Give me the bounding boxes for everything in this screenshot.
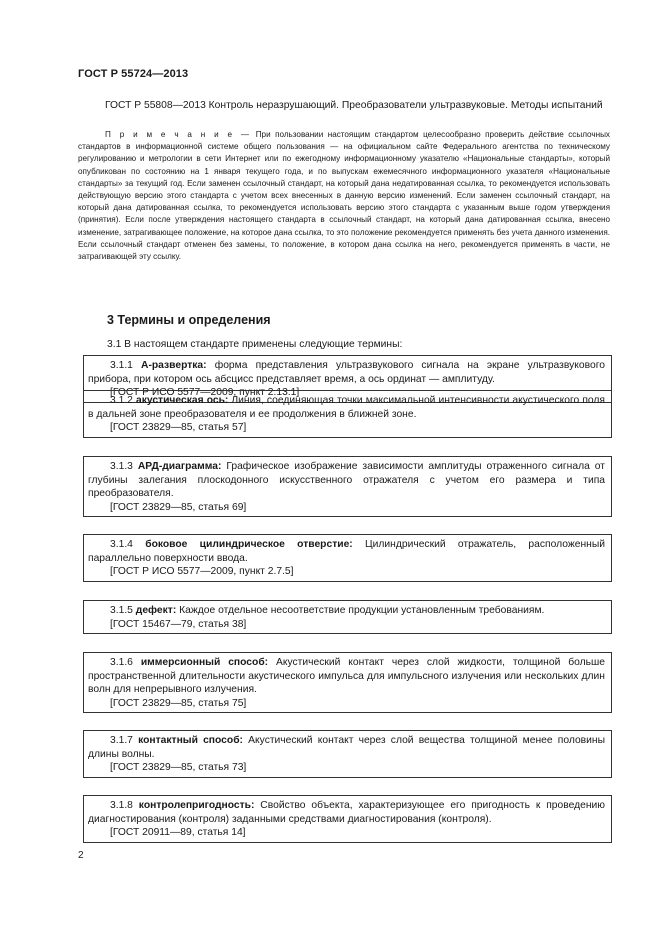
term-text xyxy=(88,604,605,618)
term-text xyxy=(88,394,605,421)
term-box xyxy=(83,456,612,517)
term-box xyxy=(83,390,612,438)
term-source: [ГОСТ 15467—79, статья 38] xyxy=(110,618,247,630)
term-definition: Акустический контакт через слой вещества толщиной менее половины длины волны. xyxy=(88,735,605,760)
term-number: 3.1.8 xyxy=(110,800,133,811)
term-number: 3.1.1 xyxy=(110,360,133,371)
term-name: контролепригодность: xyxy=(138,800,255,811)
term-source: [ГОСТ 23829—85, статья 69] xyxy=(110,501,247,513)
term-name: дефект: xyxy=(135,605,177,616)
term-name: иммерсионный способ: xyxy=(140,657,269,668)
term-number: 3.1.2 xyxy=(110,395,133,406)
term-source: [ГОСТ 23829—85, статья 75] xyxy=(110,697,247,709)
term-text xyxy=(88,656,605,697)
term-definition: Линия, соединяющая точки максимальной интенсивности акустического поля в дальней зоне преобразователя и ее продолжения в ближней зоне. xyxy=(88,395,605,420)
term-number: 3.1.7 xyxy=(110,735,133,746)
term-name: контактный способ: xyxy=(138,735,243,746)
term-definition: Каждое отдельное несоответствие продукции установленным требованиям. xyxy=(179,605,545,616)
term-text xyxy=(88,734,605,761)
term-text xyxy=(88,359,605,386)
page-number: 2 xyxy=(78,850,84,861)
term-box xyxy=(83,730,612,778)
term-source: [ГОСТ Р ИСО 5577—2009, пункт 2.7.5] xyxy=(110,566,294,577)
term-definition: Графическое изображение зависимости амплитуды отраженного сигнала от глубины залегания плоскодонного искусственного отражателя с учетом его размера и типа преобразователя. xyxy=(88,461,605,499)
note-label: П р и м е ч а н и е — xyxy=(105,130,252,139)
term-box xyxy=(83,652,612,713)
term-source: [ГОСТ 23829—85, статья 73] xyxy=(110,762,247,773)
term-name: А-развертка: xyxy=(141,360,207,371)
term-name: АРД-диаграмма: xyxy=(137,461,222,472)
term-definition: форма представления ультразвукового сигнала на экране ультразвукового прибора, при котором ось абсцисс представляет время, а ось ординат — амплитуду. xyxy=(88,360,605,385)
term-text xyxy=(88,799,605,826)
term-number: 3.1.3 xyxy=(110,461,133,472)
term-source: [ГОСТ Р ИСО 5577—2009, пункт 2.13.1] xyxy=(110,387,300,398)
term-box xyxy=(83,600,612,634)
term-definition: Свойство объекта, характеризующее его пригодность к проведению диагностирования (контроля) заданными средствами диагностирования (контроля). xyxy=(88,800,605,825)
term-text xyxy=(88,538,605,565)
note-paragraph xyxy=(78,129,610,263)
term-source: [ГОСТ 23829—85, статья 57] xyxy=(110,422,247,433)
term-text xyxy=(88,460,605,501)
term-name: боковое цилиндрическое отверстие: xyxy=(145,539,353,550)
term-box xyxy=(83,534,612,582)
term-name: акустическая ось: xyxy=(135,395,229,406)
section-intro: 3.1 В настоящем стандарте применены следующие термины: xyxy=(107,339,403,350)
term-number: 3.1.5 xyxy=(110,605,133,616)
term-number: 3.1.4 xyxy=(110,539,133,550)
term-number: 3.1.6 xyxy=(110,657,133,668)
term-definition: Цилиндрический отражатель, расположенный параллельно поверхности ввода. xyxy=(88,539,605,564)
term-source: [ГОСТ 20911—89, статья 14] xyxy=(110,827,246,838)
document-header: ГОСТ Р 55724—2013 xyxy=(78,68,189,80)
normative-reference: ГОСТ Р 55808—2013 Контроль неразрушающий. Преобразователи ультразвуковые. Методы испытаний xyxy=(105,100,603,111)
term-definition: Акустический контакт через слой жидкости, толщиной больше пространственной длительности акустического импульса для импульсного излучения или нескольких длин волн для непрерывного излучения. xyxy=(88,657,605,695)
note-text: При пользовании настоящим стандартом целесообразно проверить действие ссылочных стандартов в информационной системе общего пользования — на официальном сайте Федерального агентства по техническому регулированию и метрологии в сети Интернет или по ежегодному информационному указателю «Национальные стандарты», который опубликован по состоянию на 1 января текущего года, и по выпускам ежемесячного информационного указателя «Национальные стандарты» за текущий год. Если заменен ссылочный стандарт, на который дана недатированная ссылка, то рекомендуется использовать действующую версию этого стандарта с учетом всех внесенных в данную версию изменений. Если заменен ссылочный стандарт, на который дана датированная ссылка, то рекомендуется использовать версию этого стандарта с указанным выше годом утверждения (принятия). Если после утверждения настоящего стандарта в ссылочный стандарт, на который дана датированная ссылка, внесено изменение, затрагивающее положение, на которое дана ссылка, то это положение рекомендуется применять без учета данного изменения. Если ссылочный стандарт отменен без замены, то положение, в котором дана ссылка на него, рекомендуется применять в части, не затрагивающей эту ссылку. xyxy=(78,130,610,262)
term-box xyxy=(83,795,612,843)
section-title: 3 Термины и определения xyxy=(107,313,271,327)
